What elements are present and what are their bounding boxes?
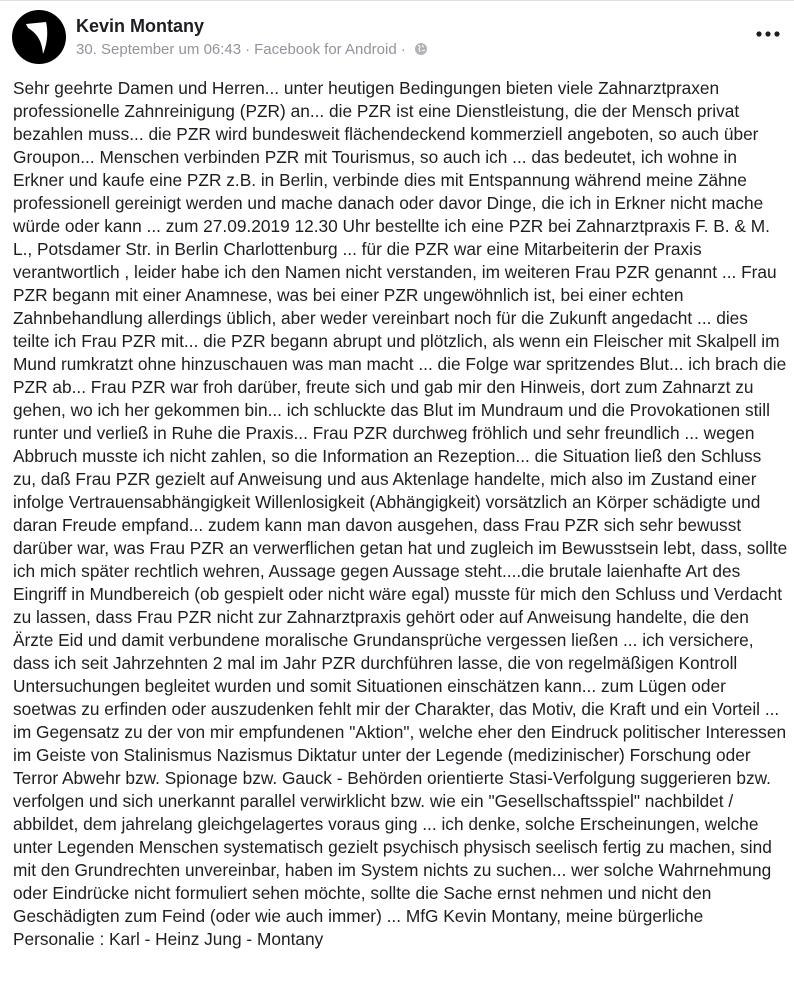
avatar[interactable]: [12, 10, 66, 64]
post-source: Facebook for Android: [254, 41, 397, 58]
avatar-logo-icon: [12, 10, 66, 64]
top-divider: [0, 0, 794, 1]
more-dots-icon: [754, 24, 782, 44]
post-timestamp[interactable]: 30. September um 06:43: [76, 41, 242, 58]
meta-separator-2: ·: [400, 41, 406, 58]
post-body-text: Sehr geehrte Damen und Herren... unter heutigen Bedingungen bieten viele Zahnarztpraxen professionelle Zahnreinigung (PZR) an... die PZR ist eine Dienstleistung, die der Mensch privat bezahlen muss... die PZR wird bundesweit flächendeckend kommerziell angeboten, so auch über Groupon... Menschen verbinden PZR mit Tourismus, so auch ich ... das bedeutet, ich wohne in Erkner und kaufe eine PZR z.B. in Berlin, verbinde dies mit Entspannung während meine Zähne professionell gereinigt werden und mache danach oder davor Dinge, die ich in Erkner nicht mache würde oder kann ... zum 27.09.2019 12.30 Uhr bestellte ich eine PZR bei Zahnarztpraxis F. B. & M. L., Potsdamer Str. in Berlin Charlottenburg ... für die PZR war eine Mitarbeiterin der Praxis verantwortlich , leider habe ich den Namen nicht verstanden, im weiteren Frau PZR genannt ... Frau PZR begann mit einer Anamnese, was bei einer PZR ungewöhnlich ist, bei einer echten Zahnbehandlung allerdings üblich, aber weder vereinbart noch für die Zukunft angedacht ... dies teilte ich Frau PZR mit... die PZR begann abrupt und plötzlich, als wenn ein Fleischer mit Skalpell im Mund rumkratzt ohne hinzuschauen was man macht ... die Folge war spritzendes Blut... ich brach die PZR ab... Frau PZR war froh darüber, freute sich und gab mir den Hinweis, dort zum Zahnarzt zu gehen, wo ich her gekommen bin... ich schluckte das Blut im Mundraum und die Provokationen still runter und verließ in Ruhe die Praxis... Frau PZR durchweg fröhlich und sehr freundlich ... wegen Abbruch musste ich nicht zahlen, so die Information an Rezeption... die Situation ließ den Schluss zu, daß Frau PZR gezielt auf Anweisung und aus Aktenlage handelte, mich also im Zustand einer infolge Vertrauensabhängigkeit Willenlosigkeit (Abhängigkeit) vorsätzlich an Körper schädigte und daran Freude empfand... zudem kann man davon ausgehen, dass Frau PZR sich sehr bewusst darüber war, was Frau PZR an verwerflichen getan hat und zugleich im Bewusstsein lebt, dass, sollte ich mich später rechtlich wehren, Aussage gegen Aussage steht....die brutale laienhafte Art des Eingriff in Mundbereich (ob gespielt oder nicht wäre egal) musste für mich den Schluss und Verdacht zu lassen, dass Frau PZR nicht zur Zahnarztpraxis gehört oder auf Anweisung handelte, die den Ärzte Eid und damit verbundene moralische Grundansprüche vergessen ließen ... ich versichere, dass ich seit Jahrzehnten 2 mal im Jahr PZR durchführen lasse, die von regelmäßigen Kontroll Untersuchungen begleitet wurden und somit Situationen einschätzen kann... zum Lügen oder soetwas zu erfinden oder auszudenken fehlt mir der Charakter, das Motiv, die Kraft und ein Vorteil ... im Gegensatz zu der von mir empfundenen "Aktion", welche eher den Eindruck politischer Interessen im Geiste von Stalinismus Nazismus Diktatur unter der Legende (medizinischer) Forschung oder Terror Abwehr bzw. Spionage bzw. Gauck - Behörden orientierte Stasi-Verfolgung suggerieren bzw. verfolgen und sich unerkannt parallel verwirklicht bzw. wie ein "Gesellschaftsspiel" nachbildet / abbildet, dem jahrelang gleichgelagertes voraus ging ... ich denke, solche Erscheinungen, welche unter Legenden Menschen systematisch gezielt psychisch physisch seelisch fertig zu machen, sind mit den Grundrechten unvereinbar, haben im System nichts zu suchen... wer solche Wahrnehmung oder Eindrücke nicht formuliert sehen möchte, sollte die Sache ernst nehmen und nicht den Geschädigten zum Feind (oder wie auch immer) ... MfG Kevin Montany, meine bürgerliche Personalie : Karl - Heinz Jung - Montany: [13, 78, 788, 949]
meta-separator: ·: [245, 41, 251, 58]
post-meta: [76, 41, 428, 60]
author-name[interactable]: Kevin Montany: [76, 16, 205, 36]
more-options-button[interactable]: [754, 24, 782, 44]
globe-icon[interactable]: [414, 42, 428, 60]
post-header: [12, 10, 782, 66]
